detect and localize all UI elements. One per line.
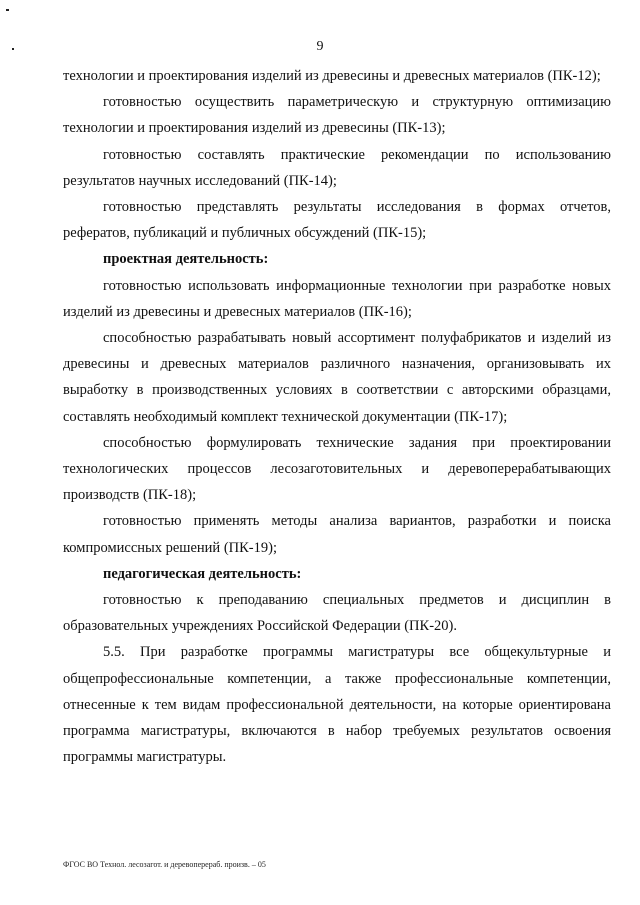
paragraph-pk17: способностью разрабатывать новый ассортимент полуфабрикатов и изделий из древесины и древесных материалов различного назначения, организовывать их выработку в производственных условиях в соответствии с авторскими образцами, составлять необходимый комплект технической документации (ПК-17); (63, 330, 611, 425)
paragraph-clause-5-5: 5.5. При разработке программы магистратуры все общекультурные и общепрофессиональные компетенции, а также профессиональные компетенции, отнесенные к тем видам профессиональной деятельности, на которые ориентирована программа магистратуры, включаются в набор требуемых результатов освоения программы магистратуры. (63, 644, 611, 766)
document-footer: ФГОС ВО Технол. лесозагот. и деревоперераб. произв. – 05 (63, 860, 266, 869)
paragraph-pk20: готовностью к преподаванию специальных предметов и дисциплин в образовательных учреждениях Российской Федерации (ПК-20). (63, 592, 611, 635)
paragraph-pk14: готовностью составлять практические рекомендации по использованию результатов научных исследований (ПК-14); (63, 146, 611, 189)
paragraph-pk19: готовностью применять методы анализа вариантов, разработки и поиска компромиссных решений (ПК-19); (63, 513, 611, 556)
paragraph-pk15: готовностью представлять результаты исследования в формах отчетов, рефератов, публикаций и публичных обсуждений (ПК-15); (63, 199, 611, 242)
paragraph-pk13: готовностью осуществить параметрическую и структурную оптимизацию технологии и проектирования изделий из древесины (ПК-13); (63, 94, 611, 137)
paragraph-pk18: способностью формулировать технические задания при проектировании технологических процессов лесозаготовительных и деревоперерабатывающих производств (ПК-18); (63, 434, 611, 504)
paragraph-pk12-continuation: технологии и проектирования изделий из древесины и древесных материалов (ПК-12); (63, 68, 601, 84)
document-body (63, 63, 611, 770)
page-number: 9 (316, 39, 324, 54)
paragraph-pk16: готовностью использовать информационные технологии при разработке новых изделий из древесины и древесных материалов (ПК-16); (63, 277, 611, 320)
section-heading-design-activity: проектная деятельность: (103, 251, 269, 268)
scan-artifact-mark (6, 9, 9, 11)
section-heading-pedagogical-activity: педагогическая деятельность: (103, 565, 302, 582)
